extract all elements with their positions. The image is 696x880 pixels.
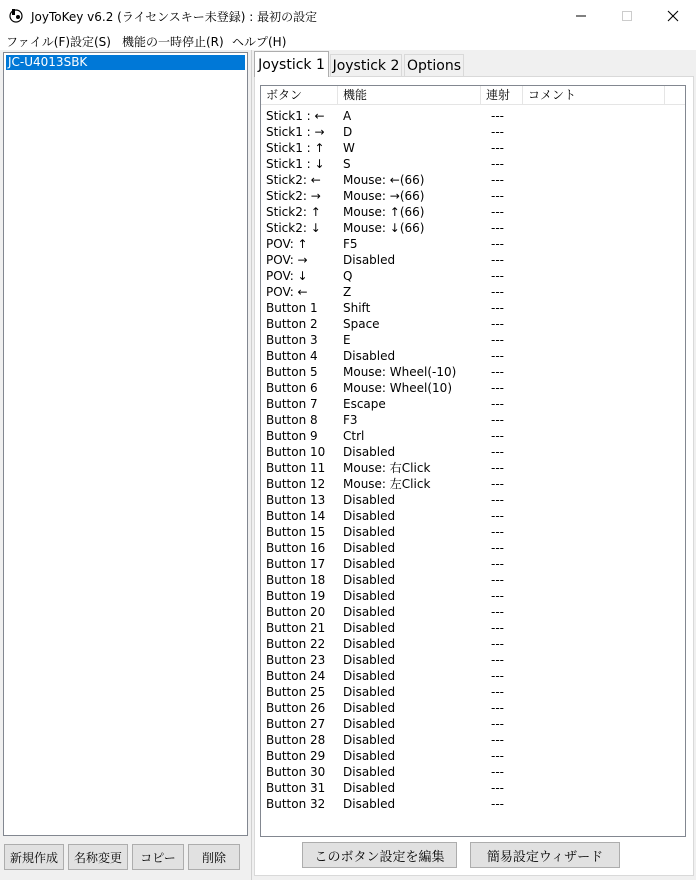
- row-rapid-value: ---: [491, 237, 504, 251]
- row-function-value: Disabled: [343, 445, 396, 459]
- column-header-button[interactable]: ボタン: [261, 86, 338, 105]
- row-rapid-value: ---: [491, 445, 504, 459]
- row-button-label: Button 26: [266, 701, 326, 715]
- row-function-value: Disabled: [343, 525, 396, 539]
- table-row[interactable]: [261, 732, 685, 748]
- joystick-app-icon: [8, 7, 24, 23]
- row-rapid-value: ---: [491, 253, 504, 267]
- row-rapid-value: ---: [491, 173, 504, 187]
- row-function-value: Z: [343, 285, 352, 299]
- table-row[interactable]: [261, 188, 685, 204]
- row-function-value: Mouse: ↓(66): [343, 221, 425, 235]
- table-row[interactable]: [261, 508, 685, 524]
- row-function-value: Disabled: [343, 669, 396, 683]
- menu-file[interactable]: ファイル(F): [6, 35, 71, 49]
- window-title: JoyToKey v6.2 (ライセンスキー未登録) : 最初の設定: [31, 10, 318, 24]
- row-function-value: D: [343, 125, 353, 139]
- row-button-label: POV: →: [266, 253, 308, 267]
- table-row[interactable]: [261, 716, 685, 732]
- table-row[interactable]: [261, 780, 685, 796]
- row-button-label: Stick1 : ↓: [266, 157, 325, 171]
- row-function-value: Q: [343, 269, 353, 283]
- row-function-value: Disabled: [343, 653, 396, 667]
- menu-pause[interactable]: 機能の一時停止(R): [122, 35, 224, 49]
- table-row[interactable]: [261, 124, 685, 140]
- row-button-label: Stick1 : →: [266, 125, 325, 139]
- row-rapid-value: ---: [491, 749, 504, 763]
- menu-bar: [0, 31, 696, 50]
- row-function-value: Disabled: [343, 589, 396, 603]
- row-function-value: Disabled: [343, 605, 396, 619]
- rename-profile-button[interactable]: 名称変更: [68, 844, 128, 870]
- row-function-value: F5: [343, 237, 358, 251]
- row-button-label: Button 5: [266, 365, 318, 379]
- menu-settings[interactable]: 設定(S): [70, 35, 111, 49]
- row-function-value: S: [343, 157, 351, 171]
- row-function-value: A: [343, 109, 352, 123]
- table-row[interactable]: [261, 204, 685, 220]
- row-rapid-value: ---: [491, 205, 504, 219]
- table-row[interactable]: [261, 700, 685, 716]
- row-function-value: Mouse: Wheel(-10): [343, 365, 457, 379]
- row-button-label: Stick2: →: [266, 189, 321, 203]
- row-button-label: Stick1 : ↑: [266, 141, 325, 155]
- row-function-value: Disabled: [343, 349, 396, 363]
- table-row[interactable]: [261, 140, 685, 156]
- row-function-value: Escape: [343, 397, 386, 411]
- row-function-value: Mouse: →(66): [343, 189, 425, 203]
- table-row[interactable]: [261, 652, 685, 668]
- row-rapid-value: ---: [491, 317, 504, 331]
- table-row[interactable]: [261, 668, 685, 684]
- row-button-label: Stick2: ↓: [266, 221, 321, 235]
- row-button-label: Button 22: [266, 637, 326, 651]
- row-function-value: Disabled: [343, 685, 396, 699]
- row-button-label: Button 32: [266, 797, 326, 811]
- row-function-value: Mouse: ↑(66): [343, 205, 425, 219]
- menu-help[interactable]: ヘルプ(H): [232, 35, 287, 49]
- table-row[interactable]: [261, 764, 685, 780]
- row-rapid-value: ---: [491, 733, 504, 747]
- row-button-label: Stick2: ↑: [266, 205, 321, 219]
- row-rapid-value: ---: [491, 797, 504, 811]
- table-row[interactable]: [261, 620, 685, 636]
- row-button-label: Button 7: [266, 397, 318, 411]
- table-row[interactable]: [261, 588, 685, 604]
- table-row[interactable]: [261, 796, 685, 812]
- row-button-label: Button 28: [266, 733, 326, 747]
- table-row[interactable]: [261, 684, 685, 700]
- table-row[interactable]: [261, 284, 685, 300]
- list-rows: [261, 108, 685, 812]
- table-row[interactable]: [261, 428, 685, 444]
- row-button-label: Stick2: ←: [266, 173, 321, 187]
- row-rapid-value: ---: [491, 669, 504, 683]
- row-button-label: Button 4: [266, 349, 318, 363]
- row-function-value: Disabled: [343, 541, 396, 555]
- row-rapid-value: ---: [491, 429, 504, 443]
- row-button-label: Button 27: [266, 717, 326, 731]
- table-row[interactable]: [261, 492, 685, 508]
- table-row[interactable]: [261, 412, 685, 428]
- row-button-label: Button 24: [266, 669, 326, 683]
- row-button-label: Button 23: [266, 653, 326, 667]
- row-function-value: Disabled: [343, 621, 396, 635]
- row-rapid-value: ---: [491, 301, 504, 315]
- row-function-value: Disabled: [343, 765, 396, 779]
- row-function-value: Disabled: [343, 557, 396, 571]
- row-function-value: Disabled: [343, 797, 396, 811]
- row-function-value: Mouse: Wheel(10): [343, 381, 452, 395]
- row-rapid-value: ---: [491, 189, 504, 203]
- row-button-label: Button 10: [266, 445, 326, 459]
- new-profile-button[interactable]: 新規作成: [4, 844, 64, 870]
- row-rapid-value: ---: [491, 381, 504, 395]
- row-button-label: Button 19: [266, 589, 326, 603]
- list-header: [261, 86, 685, 105]
- row-rapid-value: ---: [491, 541, 504, 555]
- row-button-label: Button 20: [266, 605, 326, 619]
- row-function-value: E: [343, 333, 351, 347]
- tab-joystick-2[interactable]: Joystick 2: [330, 54, 402, 76]
- delete-profile-button[interactable]: 削除: [188, 844, 240, 870]
- row-rapid-value: ---: [491, 765, 504, 779]
- row-function-value: Disabled: [343, 253, 396, 267]
- table-row[interactable]: [261, 108, 685, 124]
- tab-joystick-1[interactable]: Joystick 1: [254, 51, 329, 77]
- row-button-label: Button 21: [266, 621, 326, 635]
- setup-wizard-button[interactable]: 簡易設定ウィザード: [470, 842, 620, 868]
- row-button-label: Button 9: [266, 429, 318, 443]
- table-row[interactable]: [261, 748, 685, 764]
- row-function-value: Mouse: ←(66): [343, 173, 425, 187]
- row-rapid-value: ---: [491, 157, 504, 171]
- row-rapid-value: ---: [491, 461, 504, 475]
- row-function-value: Disabled: [343, 701, 396, 715]
- row-function-value: Disabled: [343, 733, 396, 747]
- row-rapid-value: ---: [491, 605, 504, 619]
- table-row[interactable]: [261, 524, 685, 540]
- minimize-icon: [575, 10, 587, 22]
- row-rapid-value: ---: [491, 397, 504, 411]
- row-button-label: POV: ↑: [266, 237, 308, 251]
- row-button-label: Stick1 : ←: [266, 109, 325, 123]
- row-function-value: Space: [343, 317, 380, 331]
- row-button-label: Button 18: [266, 573, 326, 587]
- row-rapid-value: ---: [491, 717, 504, 731]
- row-function-value: F3: [343, 413, 358, 427]
- row-rapid-value: ---: [491, 365, 504, 379]
- maximize-icon: [621, 10, 633, 22]
- table-row[interactable]: [261, 460, 685, 476]
- row-button-label: Button 30: [266, 765, 326, 779]
- row-rapid-value: ---: [491, 477, 504, 491]
- row-button-label: Button 29: [266, 749, 326, 763]
- table-row[interactable]: [261, 316, 685, 332]
- row-rapid-value: ---: [491, 557, 504, 571]
- row-button-label: Button 6: [266, 381, 318, 395]
- row-button-label: Button 15: [266, 525, 326, 539]
- row-rapid-value: ---: [491, 125, 504, 139]
- table-row[interactable]: [261, 300, 685, 316]
- maximize-button[interactable]: [604, 0, 650, 31]
- row-button-label: Button 11: [266, 461, 326, 475]
- button-assignment-list[interactable]: [260, 85, 686, 837]
- splitter[interactable]: [251, 50, 253, 880]
- row-rapid-value: ---: [491, 525, 504, 539]
- table-row[interactable]: [261, 364, 685, 380]
- table-row[interactable]: [261, 636, 685, 652]
- row-button-label: Button 2: [266, 317, 318, 331]
- tab-options[interactable]: Options: [404, 54, 464, 76]
- row-function-value: Disabled: [343, 573, 396, 587]
- row-button-label: Button 1: [266, 301, 318, 315]
- row-button-label: POV: ↓: [266, 269, 308, 283]
- column-header-comment[interactable]: コメント: [523, 86, 665, 105]
- column-header-function[interactable]: 機能: [338, 86, 481, 105]
- row-rapid-value: ---: [491, 781, 504, 795]
- row-function-value: Ctrl: [343, 429, 365, 443]
- row-rapid-value: ---: [491, 653, 504, 667]
- row-rapid-value: ---: [491, 589, 504, 603]
- row-button-label: Button 8: [266, 413, 318, 427]
- table-row[interactable]: [261, 220, 685, 236]
- row-rapid-value: ---: [491, 701, 504, 715]
- row-rapid-value: ---: [491, 109, 504, 123]
- row-button-label: POV: ←: [266, 285, 308, 299]
- row-button-label: Button 3: [266, 333, 318, 347]
- row-rapid-value: ---: [491, 269, 504, 283]
- copy-profile-button[interactable]: コピー: [132, 844, 184, 870]
- row-rapid-value: ---: [491, 637, 504, 651]
- row-button-label: Button 13: [266, 493, 326, 507]
- row-rapid-value: ---: [491, 413, 504, 427]
- row-rapid-value: ---: [491, 141, 504, 155]
- row-rapid-value: ---: [491, 621, 504, 635]
- row-function-value: W: [343, 141, 355, 155]
- table-row[interactable]: [261, 236, 685, 252]
- table-row[interactable]: [261, 540, 685, 556]
- row-function-value: Disabled: [343, 493, 396, 507]
- row-button-label: Button 17: [266, 557, 326, 571]
- table-row[interactable]: [261, 444, 685, 460]
- table-row[interactable]: [261, 604, 685, 620]
- row-button-label: Button 25: [266, 685, 326, 699]
- row-rapid-value: ---: [491, 493, 504, 507]
- row-rapid-value: ---: [491, 573, 504, 587]
- close-icon: [667, 10, 679, 22]
- row-function-value: Disabled: [343, 781, 396, 795]
- profile-list[interactable]: [3, 52, 248, 836]
- table-row[interactable]: [261, 476, 685, 492]
- row-function-value: Mouse: 右Click: [343, 461, 431, 475]
- row-function-value: Shift: [343, 301, 371, 315]
- table-row[interactable]: [261, 348, 685, 364]
- table-row[interactable]: [261, 396, 685, 412]
- row-button-label: Button 14: [266, 509, 326, 523]
- row-function-value: Disabled: [343, 637, 396, 651]
- edit-button-setting-button[interactable]: このボタン設定を編集: [302, 842, 457, 868]
- close-button[interactable]: [650, 0, 696, 31]
- profile-item-selected[interactable]: JC-U4013SBK: [6, 55, 245, 70]
- table-row[interactable]: [261, 268, 685, 284]
- row-function-value: Disabled: [343, 509, 396, 523]
- row-rapid-value: ---: [491, 285, 504, 299]
- row-button-label: Button 12: [266, 477, 326, 491]
- table-row[interactable]: [261, 380, 685, 396]
- column-header-rapid[interactable]: 連射: [481, 86, 523, 105]
- row-function-value: Disabled: [343, 717, 396, 731]
- table-row[interactable]: [261, 556, 685, 572]
- minimize-button[interactable]: [558, 0, 604, 31]
- row-rapid-value: ---: [491, 349, 504, 363]
- row-rapid-value: ---: [491, 509, 504, 523]
- table-row[interactable]: [261, 172, 685, 188]
- row-rapid-value: ---: [491, 221, 504, 235]
- table-row[interactable]: [261, 156, 685, 172]
- row-function-value: Disabled: [343, 749, 396, 763]
- title-bar: [0, 0, 696, 31]
- table-row[interactable]: [261, 252, 685, 268]
- table-row[interactable]: [261, 332, 685, 348]
- row-button-label: Button 31: [266, 781, 326, 795]
- row-function-value: Mouse: 左Click: [343, 477, 431, 491]
- row-button-label: Button 16: [266, 541, 326, 555]
- table-row[interactable]: [261, 572, 685, 588]
- row-rapid-value: ---: [491, 333, 504, 347]
- row-rapid-value: ---: [491, 685, 504, 699]
